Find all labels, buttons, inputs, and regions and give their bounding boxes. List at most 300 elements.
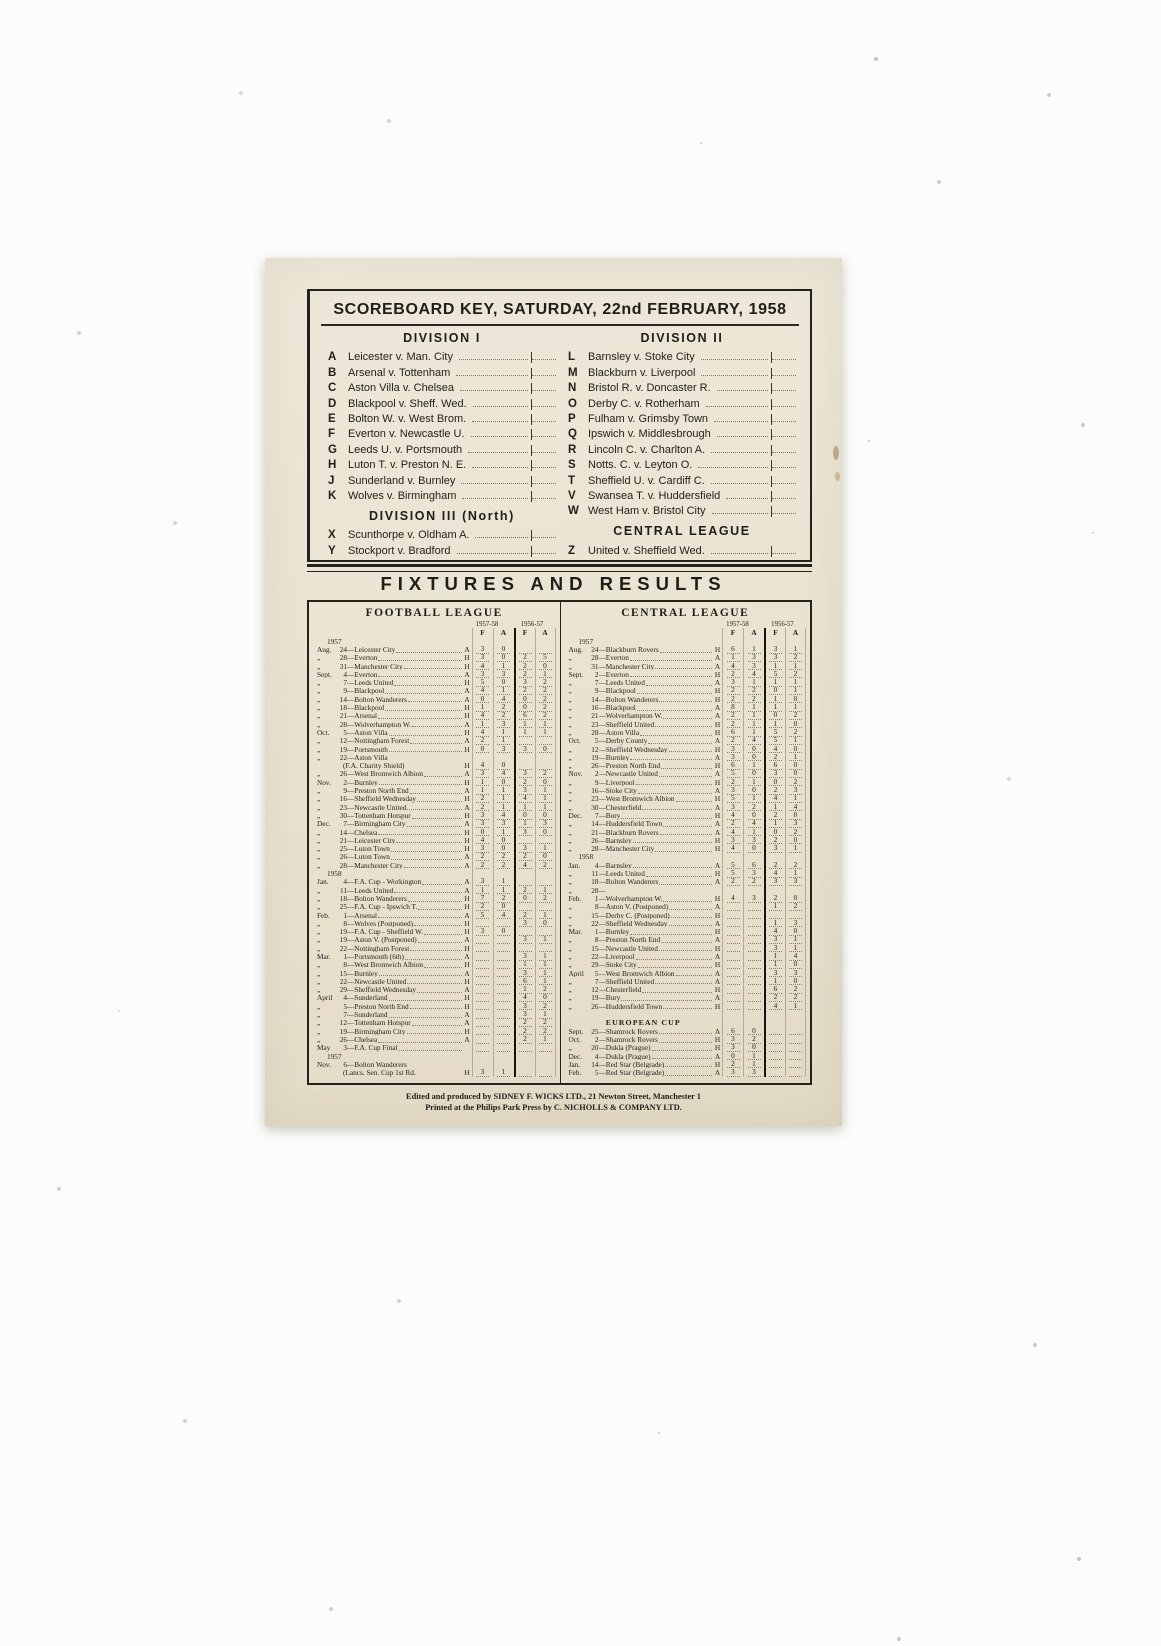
score-value: 3 (476, 927, 489, 936)
month: April (317, 994, 333, 1003)
venue: H (464, 711, 470, 721)
venue: A (714, 902, 721, 912)
opponent-name: —West Bromwich Albion (598, 969, 675, 978)
opponent-name: —Manchester City (347, 662, 403, 671)
score-value: 0 (727, 1052, 740, 1061)
dotted-leader (460, 390, 528, 391)
day: 4 (594, 1051, 599, 1061)
venue: A (464, 669, 470, 679)
opponent-name: —Derby C. (Postponed) (598, 911, 670, 920)
venue: H (714, 719, 721, 729)
month: Sept. (568, 670, 584, 679)
opponent (599, 920, 714, 928)
dotted-leader-tail (532, 498, 556, 499)
venue: A (714, 653, 721, 663)
opponent (599, 895, 714, 903)
month: „ (568, 845, 572, 853)
day: 7 (594, 678, 599, 688)
opponent-name: —Liverpool (598, 952, 635, 961)
opponent (347, 721, 463, 729)
dotted-leader (410, 1008, 462, 1009)
score-value: F (773, 628, 778, 638)
month: „ (317, 704, 321, 712)
score-value: 1 (539, 952, 552, 961)
month: Nov. (317, 1060, 331, 1069)
central-league-heading: CENTRAL LEAGUE (613, 524, 751, 539)
score-value: 1 (497, 1068, 510, 1077)
opponent (347, 994, 463, 1002)
score-value: 4 (727, 662, 740, 671)
dotted-leader (711, 553, 768, 554)
score-value: 3 (519, 1010, 532, 1019)
dotted-leader-tail (772, 452, 796, 453)
score-cell (722, 878, 743, 886)
key-letter: W (568, 505, 579, 518)
division2-list (568, 348, 796, 517)
score-value: 3 (497, 670, 510, 679)
score-value: 1 (748, 703, 761, 712)
day: 16 (591, 703, 599, 713)
score-value: 1 (789, 794, 802, 803)
opponent-name: —Everton (347, 654, 378, 662)
dotted-leader (417, 801, 461, 802)
score-divider (771, 491, 772, 502)
score-cell (493, 1052, 514, 1060)
venue: A (714, 786, 721, 796)
day: 5 (594, 1068, 599, 1078)
score-value: 1 (748, 711, 761, 720)
score-value: 3 (727, 786, 740, 795)
key-fixture: Aston Villa v. Chelsea (348, 382, 454, 395)
score-value: 1 (789, 686, 802, 695)
day: 4 (594, 860, 599, 870)
dotted-leader (621, 1000, 712, 1001)
opponent-name: —West Bromwich Albion (598, 795, 675, 803)
venue: H (464, 703, 470, 713)
score-value: 3 (748, 662, 761, 671)
score-value: 2 (727, 720, 740, 729)
day: 28 (339, 860, 347, 870)
venue: A (464, 935, 470, 945)
score-value: 1 (748, 645, 761, 654)
score-value: 3 (748, 869, 761, 878)
opponent-name: —Portsmouth (6th) (347, 952, 404, 961)
score-value: 1 (539, 786, 552, 795)
score-value: 1 (539, 794, 552, 803)
dotted-leader (661, 768, 712, 769)
score-value: 0 (748, 786, 761, 795)
season-labels (313, 621, 556, 628)
score-cell (743, 628, 764, 637)
key-fixture-row (568, 440, 796, 455)
score-value: 0 (497, 653, 510, 662)
score-value: 1 (497, 794, 510, 803)
score-value: 4 (769, 794, 782, 803)
score-divider (771, 445, 772, 456)
venue: A (714, 819, 721, 829)
score-value: 0 (789, 927, 802, 936)
key-fixture-row (328, 363, 556, 378)
opponent-name: —Leicester City (347, 836, 396, 845)
score-value: 0 (539, 778, 552, 787)
opponent-name: —Arsenal (347, 911, 377, 920)
score-value: 2 (476, 902, 489, 911)
month: „ (317, 720, 321, 729)
score-value: 2 (789, 902, 802, 911)
score-value: 1 (497, 686, 510, 695)
score-value: 3 (748, 1068, 761, 1077)
opponent-name: —Derby County (598, 737, 648, 745)
key-fixture: Barnsley v. Stoke City (588, 351, 695, 364)
score-divider (771, 506, 772, 517)
opponent-name: —Shamrock Rovers (598, 1027, 658, 1036)
day: 28 (591, 727, 599, 737)
score-value: 1 (476, 778, 489, 787)
dotted-leader (663, 718, 712, 719)
score-value: 1 (539, 886, 552, 895)
dotted-leader (410, 743, 461, 744)
score-value: 1 (769, 678, 782, 687)
opponent (599, 1061, 714, 1069)
opponent (347, 1011, 463, 1019)
score-value: 3 (497, 745, 510, 754)
dotted-leader-tail (772, 513, 796, 514)
score-cell (514, 745, 535, 753)
central-league-table (560, 602, 811, 1083)
month: „ (568, 654, 572, 662)
venue: H (714, 777, 721, 787)
key-fixture: Wolves v. Birmingham (348, 489, 457, 502)
opponent (599, 779, 714, 787)
venue: H (714, 1034, 721, 1044)
dotted-leader (475, 537, 528, 538)
season-label: 1957-58 (726, 621, 749, 628)
score-value: 3 (769, 969, 782, 978)
score-value: 5 (769, 736, 782, 745)
section-rule (307, 564, 812, 572)
opponent (599, 687, 714, 695)
score-value: 1 (748, 761, 761, 770)
dotted-leader (379, 975, 462, 976)
dotted-leader (655, 983, 712, 984)
score-value: 3 (769, 844, 782, 853)
month: „ (568, 911, 572, 920)
opponent-name: —Sheffield Wednesday (347, 795, 417, 803)
day: 21 (339, 711, 347, 721)
opponent (347, 820, 463, 828)
fixture-row (313, 861, 556, 869)
score-value: 3 (769, 769, 782, 778)
day: 11 (339, 885, 347, 895)
opponent (347, 878, 463, 886)
venue: H (464, 744, 470, 754)
day: 21 (339, 835, 347, 845)
opponent-name: —Huddersfield Town (598, 820, 663, 828)
day: 2 (343, 777, 347, 787)
key-columns (310, 328, 810, 557)
score-value: 0 (748, 769, 761, 778)
opponent (347, 986, 463, 994)
month: May (317, 1044, 331, 1052)
opponent-name: —Leeds United (598, 870, 645, 878)
dotted-leader (410, 950, 461, 951)
dotted-leader-tail (532, 467, 556, 468)
score-value: 1 (769, 695, 782, 704)
opponent-name: —Blackburn Rovers (598, 646, 659, 654)
score-value: 3 (789, 969, 802, 978)
opponent (599, 770, 714, 778)
score-divider (531, 414, 532, 425)
day: 5 (594, 736, 599, 746)
score-cell (535, 745, 556, 753)
opponent (599, 862, 714, 870)
venue: H (714, 985, 721, 995)
opponent (347, 646, 463, 654)
score-value: 0 (497, 761, 510, 770)
score-value: 0 (476, 828, 489, 837)
key-fixture-row (328, 526, 556, 541)
venue: H (464, 918, 470, 928)
score-value: 0 (789, 695, 802, 704)
dotted-leader (378, 676, 461, 677)
key-column-right (562, 328, 802, 557)
opponent (347, 746, 463, 754)
dotted-leader (424, 776, 461, 777)
opponent-name: —Birmingham City (347, 1027, 406, 1036)
opponent-name: —Blackburn Rovers (598, 828, 659, 837)
dotted-leader (472, 467, 528, 468)
dotted-leader (396, 842, 461, 843)
score-value: 6 (769, 761, 782, 770)
score-value: 1 (539, 1035, 552, 1044)
score-value: 1 (476, 720, 489, 729)
opponent (347, 953, 463, 961)
score-value: 6 (519, 711, 532, 720)
score-cell (472, 1044, 493, 1052)
month: „ (568, 944, 572, 953)
day: 16 (339, 794, 347, 804)
dotted-leader (378, 1042, 461, 1043)
score-value: 2 (476, 794, 489, 803)
dotted-leader (665, 1066, 712, 1067)
day: 15 (591, 910, 599, 920)
venue: A (464, 860, 470, 870)
day: 20 (591, 1043, 599, 1053)
venue: H (464, 993, 470, 1003)
opponent (347, 862, 463, 870)
day: 1 (594, 927, 599, 937)
dotted-leader-tail (532, 390, 556, 391)
month: „ (317, 770, 321, 779)
dotted-leader (638, 967, 712, 968)
month: „ (568, 936, 572, 944)
opponent-name: —Barnsley (598, 861, 632, 870)
opponent-name: —Dukla (Prague) (598, 1044, 651, 1052)
key-letter: S (568, 459, 576, 472)
dotted-leader (659, 701, 712, 702)
key-fixture-row (328, 348, 556, 363)
month: „ (568, 720, 572, 729)
day: 29 (591, 960, 599, 970)
day: 11 (591, 869, 599, 879)
opponent (347, 961, 463, 969)
key-fixture-row (568, 487, 796, 502)
score-value (539, 1068, 552, 1077)
score-value: 0 (497, 778, 510, 787)
fixture-row (565, 1010, 807, 1018)
score-value: 0 (769, 828, 782, 837)
continuation-note: (F.A. Charity Shield) (343, 762, 405, 770)
score-value: F (522, 628, 528, 638)
score-value: 2 (476, 861, 489, 870)
opponent-name: —Chesterfield (598, 986, 642, 994)
score-value: 1 (539, 935, 552, 944)
key-letter: H (328, 459, 337, 472)
score-value: 2 (769, 861, 782, 870)
dotted-leader (663, 901, 712, 902)
score-value: 1 (539, 844, 552, 853)
month: „ (568, 753, 572, 762)
opponent-name: —Leeds United (598, 679, 645, 687)
score-value: 4 (748, 819, 761, 828)
day: 9 (594, 686, 599, 696)
score-value: 1 (497, 828, 510, 837)
score-value: 4 (519, 993, 532, 1002)
dotted-leader (671, 917, 712, 918)
month: „ (317, 894, 321, 903)
day: 21 (591, 711, 599, 721)
paper-stain (833, 446, 839, 460)
dotted-leader (407, 983, 461, 984)
score-value: 1 (539, 911, 552, 920)
year-label: 1957 (327, 1051, 342, 1061)
venue: A (464, 802, 470, 812)
key-fixture-row (328, 410, 556, 425)
opponent (599, 820, 714, 828)
score-cell (472, 745, 493, 753)
central-league-list (568, 541, 796, 556)
score-divider (531, 491, 532, 502)
score-cell (493, 628, 514, 637)
score-value: 3 (769, 645, 782, 654)
month: „ (317, 977, 321, 986)
key-fixture: Arsenal v. Tottenham (348, 366, 451, 379)
score-value: 0 (789, 977, 802, 986)
table-title: CENTRAL LEAGUE (621, 607, 750, 619)
month: „ (568, 870, 572, 878)
venue: A (714, 1068, 721, 1078)
opponent (599, 986, 714, 994)
score-value: 3 (476, 819, 489, 828)
opponent (599, 654, 714, 662)
venue: H (464, 844, 470, 854)
key-fixture-row (568, 425, 796, 440)
opponent-name: —Portsmouth (347, 745, 388, 754)
venue: H (714, 694, 721, 704)
opponent-name: —Bury (598, 994, 621, 1003)
dotted-leader (669, 925, 712, 926)
score-value: 1 (789, 844, 802, 853)
score-value (519, 1043, 532, 1052)
month: Jan. (568, 861, 581, 870)
continuation-note: (Lancs. Sen. Cup 1st Rd. (343, 1069, 416, 1077)
score-value: 1 (748, 794, 761, 803)
imprint-line1: Edited and produced by SIDNEY F. WICKS LTD., 21 Newton Street, Manchester 1 (406, 1092, 701, 1101)
day: 1 (594, 893, 599, 903)
venue: H (464, 835, 470, 845)
dotted-leader (633, 842, 712, 843)
score-value: 4 (476, 761, 489, 770)
score-cell (535, 1044, 556, 1052)
dotted-leader-tail (772, 390, 796, 391)
opponent (347, 812, 463, 820)
key-fixture: West Ham v. Bristol City (588, 505, 706, 518)
month: Nov. (317, 778, 331, 787)
score-value: 2 (727, 1060, 740, 1069)
opponent-name: —Wolves (Postponed) (347, 919, 414, 928)
venue: H (464, 794, 470, 804)
key-column-left (322, 328, 562, 557)
month: „ (317, 1002, 321, 1011)
score-value: 1 (789, 703, 802, 712)
dotted-leader (636, 959, 712, 960)
score-value: 2 (789, 828, 802, 837)
dotted-leader (394, 892, 461, 893)
score-divider (531, 476, 532, 487)
score-value: 0 (539, 993, 552, 1002)
score-value: 2 (519, 1018, 532, 1027)
day: 19 (339, 927, 347, 937)
key-fixture-row (328, 471, 556, 486)
score-value: 3 (727, 745, 740, 754)
venue: H (714, 1043, 721, 1053)
dotted-leader-tail (532, 375, 556, 376)
score-divider (531, 530, 532, 541)
score-value: 1 (769, 902, 782, 911)
key-letter: F (328, 428, 336, 441)
score-cell (514, 1052, 535, 1060)
day: 26 (339, 769, 347, 779)
day: 14 (339, 694, 347, 704)
division1-heading: DIVISION I (403, 331, 481, 345)
score-value: 2 (789, 670, 802, 679)
score-value: 1 (497, 662, 510, 671)
score-value: 3 (476, 645, 489, 654)
opponent (347, 787, 463, 795)
score-value: 3 (519, 678, 532, 687)
score-value: 1 (497, 803, 510, 812)
score-divider (771, 414, 772, 425)
opponent-name: —Manchester City (598, 662, 655, 671)
venue: A (464, 736, 470, 746)
month: „ (317, 936, 321, 944)
score-value: 0 (748, 1043, 761, 1052)
key-letter: C (328, 382, 337, 395)
month: Feb. (568, 894, 582, 903)
key-letter: O (568, 397, 577, 410)
venue: A (464, 968, 470, 978)
score-value: 2 (748, 695, 761, 704)
dotted-leader (424, 967, 461, 968)
dotted-leader (424, 934, 461, 935)
score-cell (535, 1068, 556, 1076)
day: 14 (591, 819, 599, 829)
dotted-leader-tail (772, 467, 796, 468)
score-cell (493, 745, 514, 753)
score-value: 4 (497, 911, 510, 920)
opponent (347, 671, 463, 679)
dotted-leader-tail (772, 359, 796, 360)
